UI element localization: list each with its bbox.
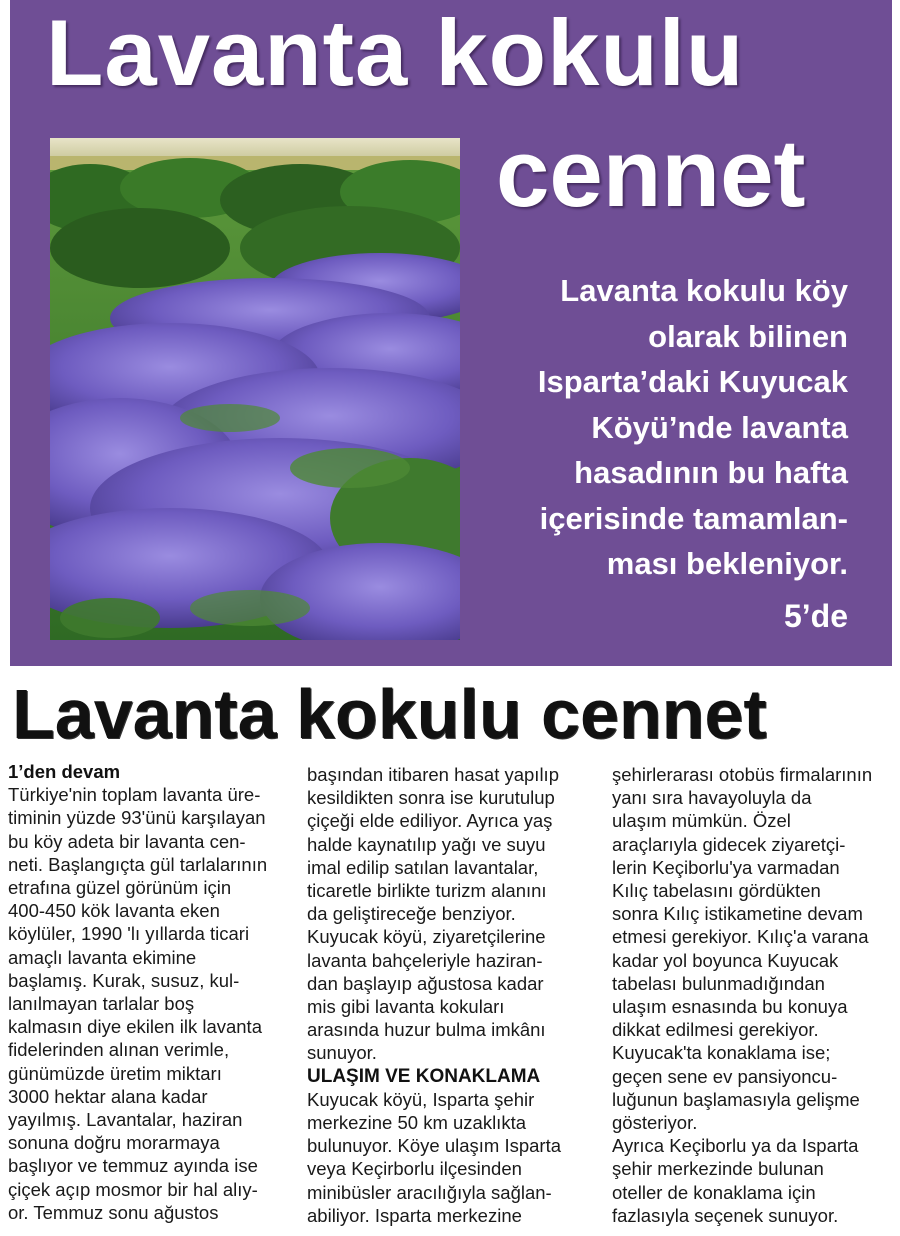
text-line: lerin Keçiborlu'ya varmadan xyxy=(612,856,840,878)
text-line: başlıyor ve temmuz ayında ise xyxy=(8,1155,258,1177)
summary-line: Isparta’daki Kuyucak xyxy=(537,364,848,399)
text-line: kesildikten sonra ise kurutulup xyxy=(307,787,555,809)
text-line: Ayrıca Keçiborlu ya da Isparta xyxy=(612,1135,859,1157)
text-line: Kuyucak'ta konaklama ise; xyxy=(612,1042,831,1064)
text-line: sunuyor. xyxy=(307,1042,377,1064)
text-line: sonra Kılıç istikametine devam xyxy=(612,903,863,925)
text-line: veya Keçirborlu ilçesinden xyxy=(307,1158,522,1180)
text-line: arasında huzur bulma imkânı xyxy=(307,1019,546,1041)
text-line: halde kaynatılıp yağı ve suyu xyxy=(307,833,546,855)
page-reference: 5’de xyxy=(783,598,848,634)
promo-summary xyxy=(462,268,848,587)
article-column-3 xyxy=(612,763,897,1227)
text-line: sonuna doğru morarmaya xyxy=(8,1132,220,1154)
text-line: Türkiye'nin toplam lavanta üre- xyxy=(8,784,261,806)
text-line: 3000 hektar alana kadar xyxy=(8,1085,208,1107)
text-line: yayılmış. Lavantalar, haziran xyxy=(8,1109,243,1131)
text-line: or. Temmuz sonu ağustos xyxy=(8,1201,219,1223)
text-line: dikkat edilmesi gerekiyor. xyxy=(612,1019,819,1041)
text-line: neti. Başlangıçta gül tarlalarının xyxy=(8,853,268,875)
text-line: bulunuyor. Köye ulaşım Isparta xyxy=(307,1135,562,1157)
text-line: merkezine 50 km uzaklıkta xyxy=(307,1112,527,1134)
text-line: başlamış. Kurak, susuz, kul- xyxy=(8,969,240,991)
text-line: kadar yol boyunca Kuyucak xyxy=(612,949,839,971)
article-headline: Lavanta kokulu cennet xyxy=(12,675,767,753)
text-line: kalmasın diye ekilen ilk lavanta xyxy=(8,1016,262,1038)
summary-line: hasadının bu hafta xyxy=(574,455,848,490)
text-line: ulaşım mümkün. Özel xyxy=(612,810,791,832)
text-line: mis gibi lavanta kokuları xyxy=(307,996,505,1018)
text-line: oteller de konaklama için xyxy=(612,1181,816,1203)
text-line: Kılıç tabelasını gördükten xyxy=(612,880,821,902)
lavender-field-illustration xyxy=(50,138,460,640)
lavender-field-photo xyxy=(50,138,460,640)
text-line: da geliştireceğe benziyor. xyxy=(307,903,516,925)
text-line: lavanta bahçeleriyle haziran- xyxy=(307,949,543,971)
text-line: amaçlı lavanta ekimine xyxy=(8,946,197,968)
continued-from-label: 1’den devam xyxy=(8,761,121,782)
text-line: etmesi gerekiyor. Kılıç'a varana xyxy=(612,926,869,948)
text-line: başından itibaren hasat yapılıp xyxy=(307,764,559,785)
text-line: çiçek açıp mosmor bir hal alıy- xyxy=(8,1178,258,1200)
promo-title-line1: Lavanta kokulu xyxy=(46,0,745,105)
text-line: imal edilip satılan lavantalar, xyxy=(307,856,539,878)
text-line: lanılmayan tarlalar boş xyxy=(8,993,195,1015)
text-line: bu köy adeta bir lavanta cen- xyxy=(8,830,246,852)
text-line: minibüsler aracılığıyla sağlan- xyxy=(307,1181,552,1203)
summary-line: Lavanta kokulu köy xyxy=(560,273,848,308)
text-line: 400-450 kök lavanta eken xyxy=(8,900,220,922)
summary-line: olarak bilinen xyxy=(648,318,848,354)
text-line: köylüler, 1990 'lı yıllarda ticari xyxy=(8,923,250,945)
text-line: abiliyor. Isparta merkezine xyxy=(307,1204,522,1226)
article-column-1 xyxy=(8,760,298,1224)
text-line: geçen sene ev pansiyoncu- xyxy=(612,1065,838,1087)
text-line: luğunun başlamasıyla gelişme xyxy=(612,1088,860,1110)
text-line: fidelerinden alınan verimle, xyxy=(8,1039,230,1061)
summary-line: Köyü’nde lavanta xyxy=(591,409,848,445)
text-line: çiçeği elde ediliyor. Ayrıca yaş xyxy=(307,810,553,832)
text-line: Kuyucak köyü, ziyaretçilerine xyxy=(307,926,546,948)
text-line: günümüzde üretim miktarı xyxy=(8,1062,222,1084)
section-subheading: ULAŞIM VE KONAKLAMA xyxy=(307,1065,541,1087)
summary-line: ması bekleniyor. xyxy=(606,546,848,581)
article-column-2 xyxy=(307,763,597,1227)
text-line: ticaretle birlikte turizm alanını xyxy=(307,880,547,902)
text-line: ulaşım esnasında bu konuya xyxy=(612,996,848,1018)
text-line: dan başlayıp ağustosa kadar xyxy=(307,972,544,994)
text-line: yanı sıra havayoluyla da xyxy=(612,787,812,809)
text-line: gösteriyor. xyxy=(612,1112,698,1134)
text-line: şehirlerarası otobüs firmalarının xyxy=(612,764,873,785)
summary-line: içerisinde tamamlan- xyxy=(539,500,848,536)
text-line: fazlasıyla seçenek sunuyor. xyxy=(612,1204,839,1226)
text-line: etrafına güzel görünüm için xyxy=(8,877,232,899)
text-line: araçlarıyla gidecek ziyaretçi- xyxy=(612,833,846,855)
text-line: şehir merkezinde bulunan xyxy=(612,1158,824,1180)
text-line: timinin yüzde 93'ünü karşılayan xyxy=(8,807,266,829)
promo-title-line2: cennet xyxy=(496,120,806,227)
text-line: tabelası bulunmadığından xyxy=(612,972,825,994)
text-line: Kuyucak köyü, Isparta şehir xyxy=(307,1088,535,1110)
